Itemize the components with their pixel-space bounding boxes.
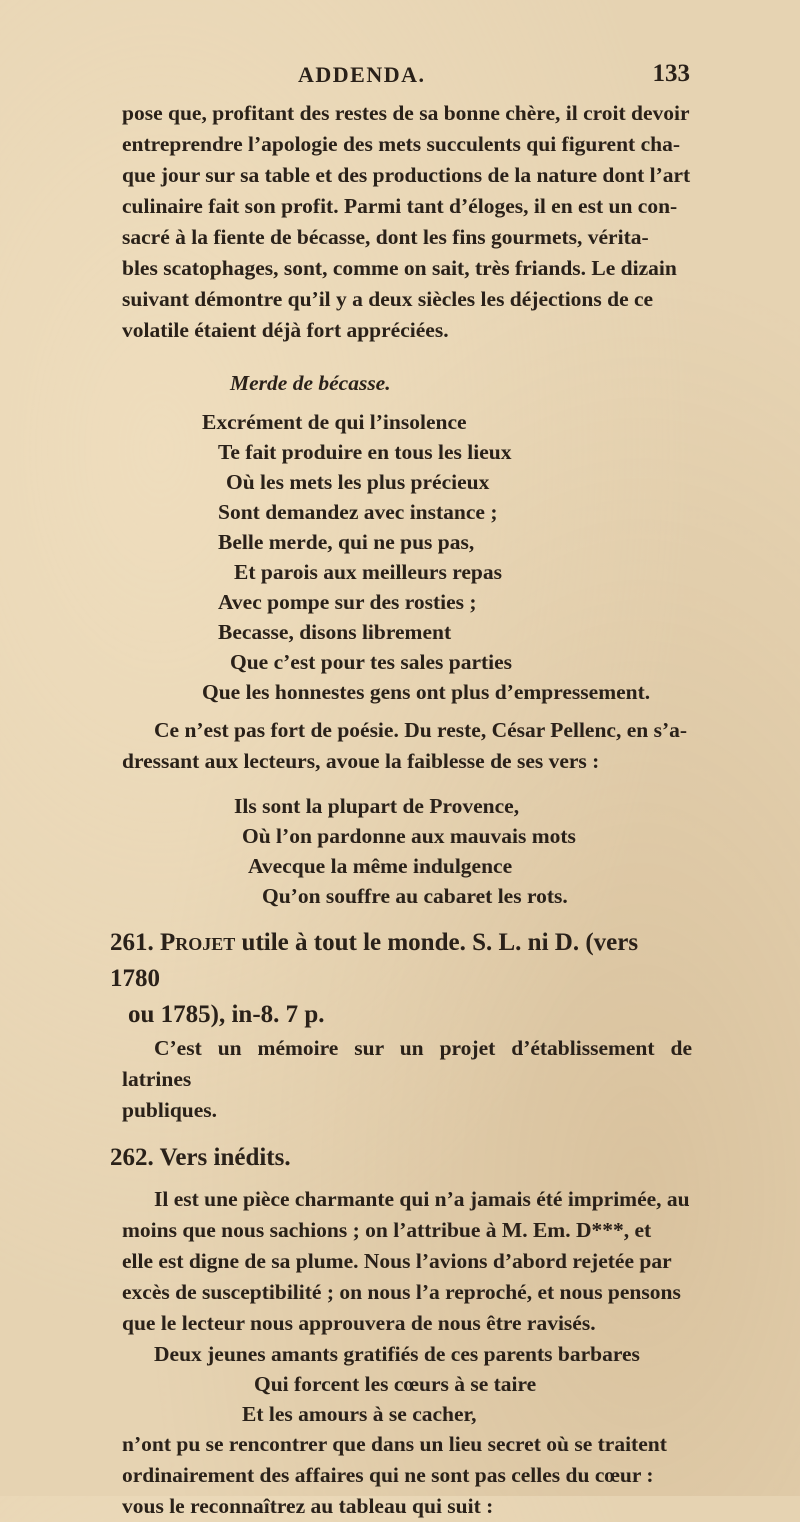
verse-line: Sont demandez avec instance ; [218, 500, 498, 524]
intro-line-1: pose que, profitant des restes de sa bonne chère, il croit devoir [122, 101, 690, 125]
intro-paragraph [122, 98, 692, 346]
entry-262-description [122, 1184, 692, 1339]
bridge-paragraph [122, 715, 692, 777]
verse-line: Deux jeunes amants gratifiés de ces parents barbares [154, 1342, 640, 1366]
entry-title: Projet [160, 929, 236, 956]
verse-line: Que c’est pour tes sales parties [230, 650, 513, 674]
intro-line: sacré à la fiente de bécasse, dont les fins gourmets, vérita- [122, 225, 649, 249]
verse-line: Où les mets les plus précieux [226, 470, 490, 494]
closing-line: n’ont pu se rencontrer que dans un lieu secret où se traitent [122, 1432, 667, 1456]
verse-line: Qui forcent les cœurs à se taire [254, 1372, 537, 1396]
page-number: 133 [652, 60, 690, 87]
intro-line: que jour sur sa table et des productions de la nature dont l’art [122, 163, 691, 187]
verse-line: Et les amours à se cacher, [242, 1402, 477, 1426]
entry-262-verses [122, 1339, 692, 1429]
entry-261-description [122, 1033, 692, 1126]
intro-line: entreprendre l’apologie des mets succulents qui figurent cha- [122, 132, 680, 156]
intro-line: culinaire fait son profit. Parmi tant d’éloges, il en est un con- [122, 194, 678, 218]
entry-262-closing [122, 1429, 692, 1522]
verse-line: Avec pompe sur des rosties ; [218, 590, 477, 614]
intro-line [122, 98, 692, 129]
description-line: Il est une pièce charmante qui n’a jamais été imprimée, au [154, 1187, 690, 1211]
poem-provence [122, 791, 692, 911]
verse-line: Avecque la même indulgence [248, 854, 513, 878]
entry-number: 262. [110, 1144, 154, 1171]
entry-number: 261. [110, 929, 154, 956]
intro-line: bles scatophages, sont, comme on sait, très friands. Le dizain [122, 256, 677, 280]
closing-line: ordinairement des affaires qui ne sont pas celles du cœur : [122, 1463, 654, 1487]
verse-line: Que les honnestes gens ont plus d’empressement. [202, 680, 651, 704]
verse-line: Ils sont la plupart de Provence, [234, 794, 520, 818]
bridge-line: Ce n’est pas fort de poésie. Du reste, César Pellenc, en s’a- [154, 718, 688, 742]
bridge-line: dressant aux lecteurs, avoue la faiblesse de ses vers : [122, 749, 600, 773]
verse-line: Et parois aux meilleurs repas [234, 560, 502, 584]
verse-line: Excrément de qui l’insolence [202, 410, 467, 434]
verse-line: Belle merde, qui ne pus pas, [218, 530, 475, 554]
verse-line: Qu’on souffre au cabaret les rots. [262, 884, 568, 908]
description-line: elle est digne de sa plume. Nous l’avions d’abord rejetée par [122, 1249, 672, 1273]
closing-line: vous le reconnaîtrez au tableau qui suit : [122, 1494, 494, 1518]
entry-261 [110, 925, 692, 1033]
verse-line: Te fait produire en tous les lieux [218, 440, 512, 464]
verse-line: Becasse, disons librement [218, 620, 452, 644]
poem-merde-de-becasse [122, 407, 692, 707]
entry-heading-line-2: ou 1785), in-8. 7 p. [128, 1001, 325, 1028]
description-line: que le lecteur nous approuvera de nous être ravisés. [122, 1311, 596, 1335]
description-line: excès de susceptibilité ; on nous l’a reproché, et nous pensons [122, 1280, 681, 1304]
intro-line: volatile étaient déjà fort appréciées. [122, 318, 449, 342]
entry-title: Vers inédits. [159, 1144, 291, 1171]
entry-262 [110, 1140, 692, 1176]
poem-title: Merde de bécasse. [230, 371, 391, 395]
verse-line: Où l’on pardonne aux mauvais mots [242, 824, 576, 848]
description-line: C’est un mémoire sur un projet d’établissement de latrines [122, 1036, 692, 1091]
entry-heading-rest: utile à tout le monde. S. L. ni D. (vers 1780 [110, 929, 639, 992]
page-header [120, 62, 690, 96]
description-line: publiques. [122, 1098, 218, 1122]
intro-line: suivant démontre qu’il y a deux siècles les déjections de ce [122, 287, 654, 311]
text-block [110, 98, 692, 1522]
running-head: ADDENDA. [298, 62, 426, 87]
description-line: moins que nous sachions ; on l’attribue à M. Em. D***, et [122, 1218, 652, 1242]
